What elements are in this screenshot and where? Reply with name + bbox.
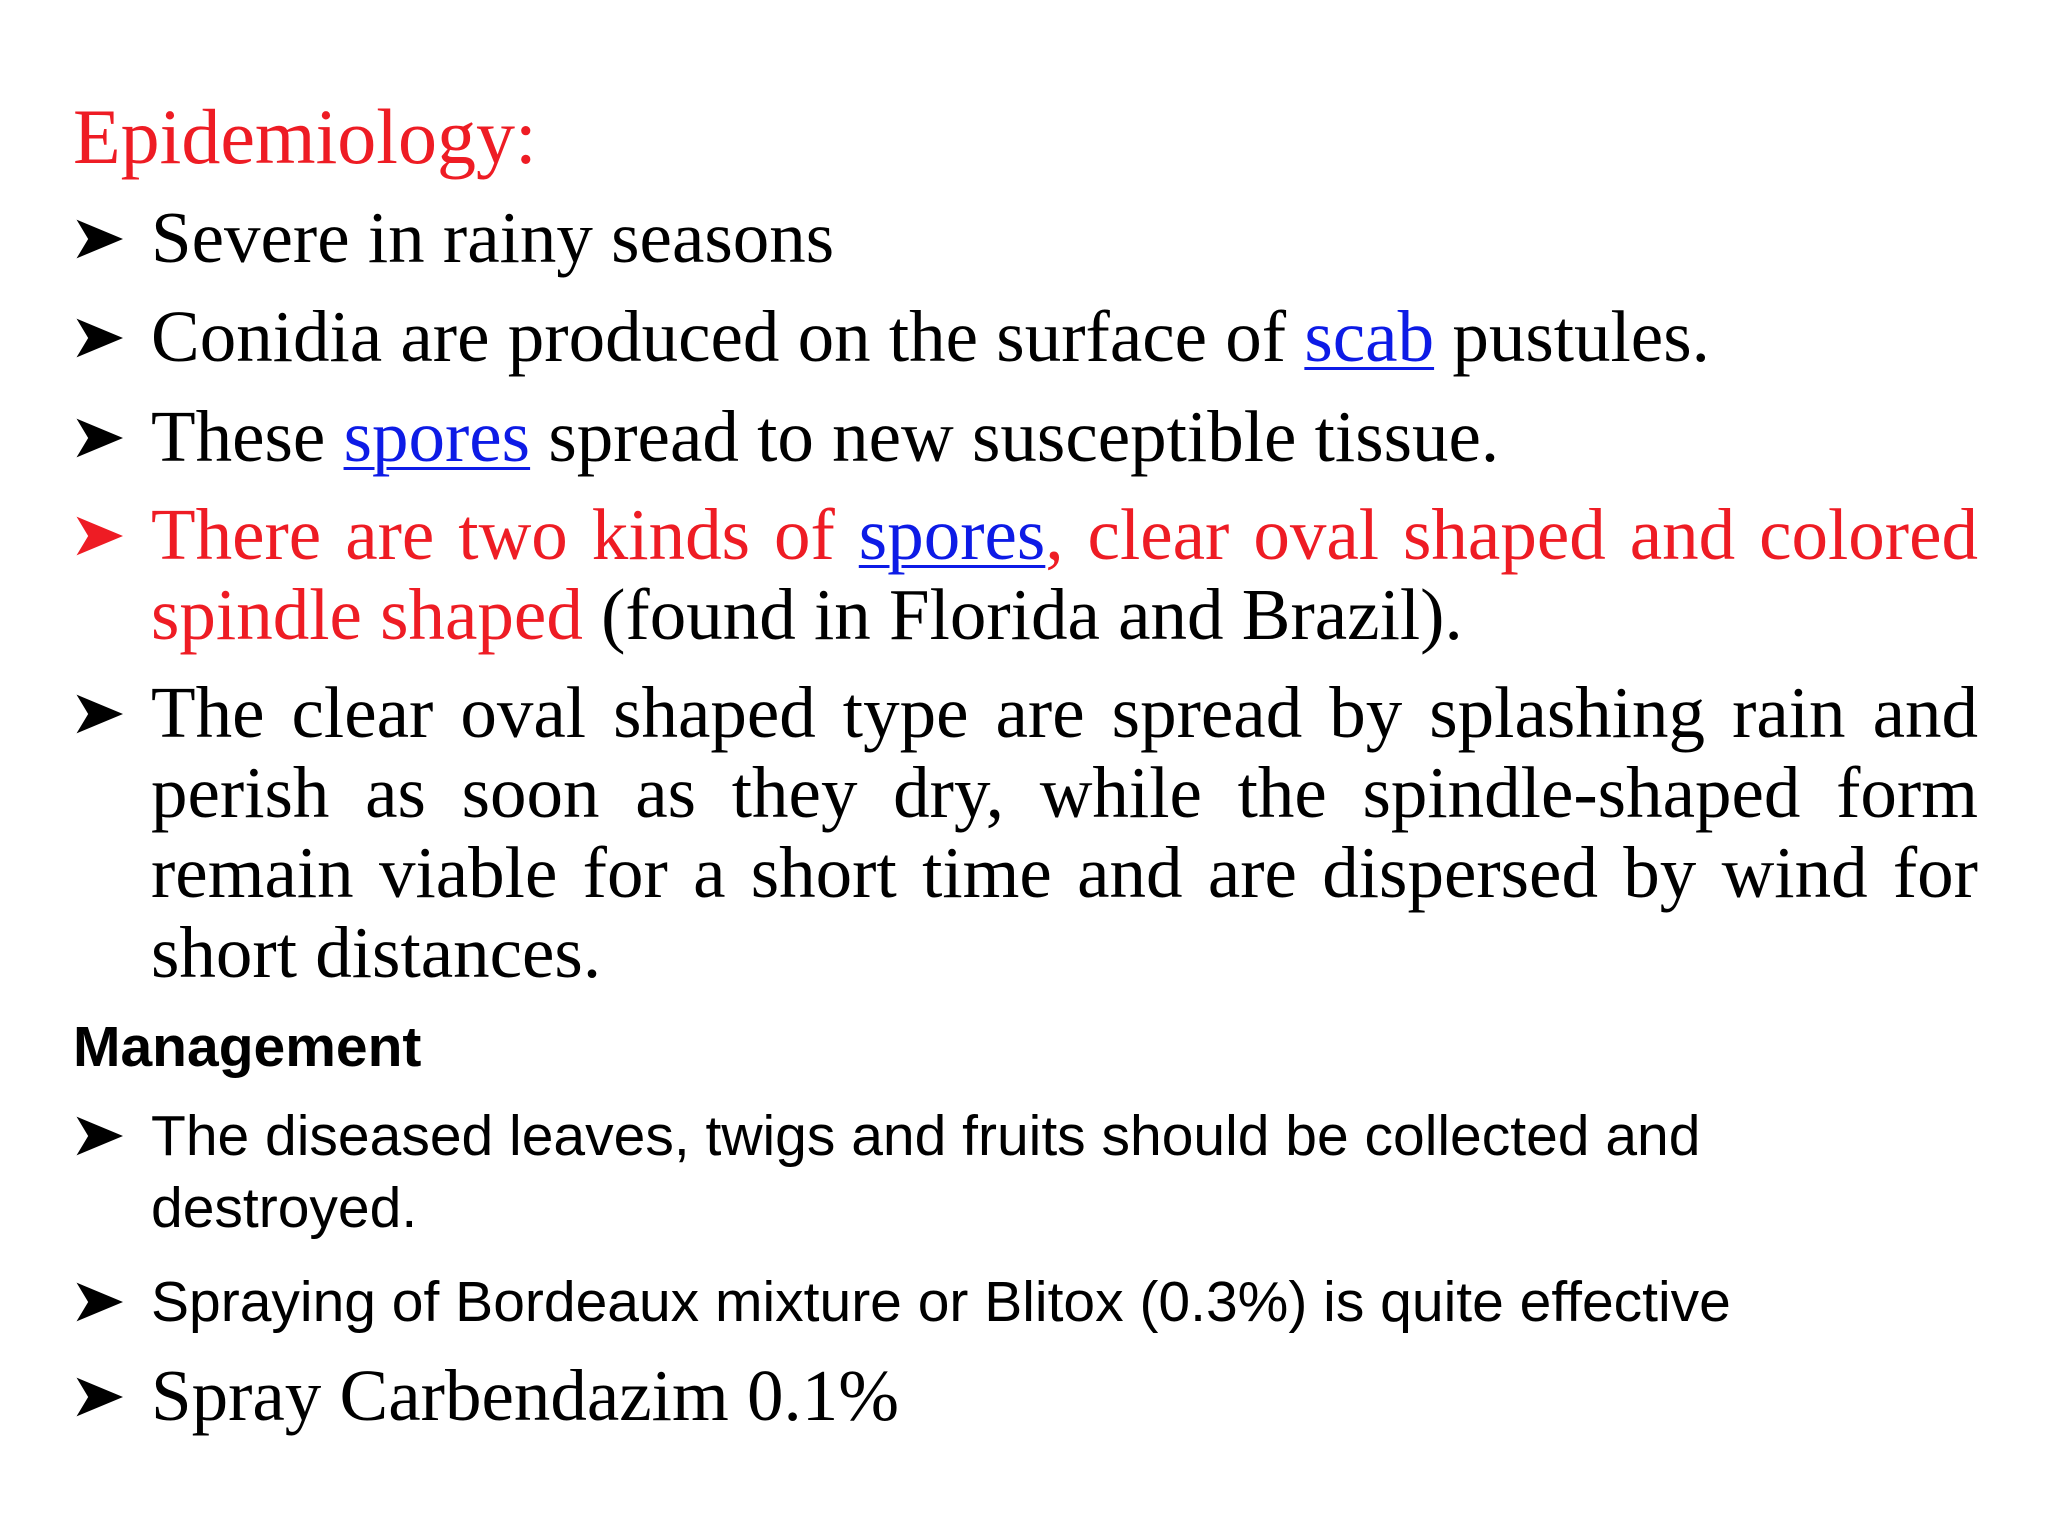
epidemiology-bullet-2 [73, 297, 1978, 377]
epidemiology-bullet-4-text [151, 495, 1978, 655]
spores-link[interactable]: spores [343, 396, 531, 477]
bullet-text-part: (found in Florida and Brazil). [582, 574, 1463, 655]
arrowhead-bullet-icon [73, 692, 125, 736]
management-bullet-3 [73, 1356, 1978, 1436]
management-bullet-1 [73, 1100, 1978, 1244]
epidemiology-bullet-5 [73, 673, 1978, 993]
management-bullet-1-text: The diseased leaves, twigs and fruits should be collected and destroyed. [151, 1104, 1701, 1240]
arrowhead-bullet-icon [73, 1114, 125, 1158]
epidemiology-heading: Epidemiology: [73, 93, 537, 180]
scab-link[interactable]: scab [1304, 296, 1435, 377]
arrowhead-bullet-icon [73, 416, 125, 460]
management-bullet-2 [73, 1266, 1978, 1338]
management-bullet-3-text: Spray Carbendazim 0.1% [151, 1355, 900, 1436]
bullet-text-part: pustules. [1434, 296, 1710, 377]
management-bullet-2-text: Spraying of Bordeaux mixture or Blitox (0.3%) is quite effective [151, 1270, 1731, 1334]
bullet-text-part: Conidia are produced on the surface of [151, 296, 1305, 377]
management-heading: Management [73, 1015, 422, 1079]
bullet-text-part: These [151, 396, 344, 477]
arrowhead-bullet-icon [73, 316, 125, 360]
bullet-text-part: spread to new susceptible tissue. [530, 396, 1500, 477]
arrowhead-bullet-icon [73, 1280, 125, 1324]
epidemiology-bullet-3-text [151, 397, 1978, 477]
epidemiology-bullet-1 [73, 198, 1978, 278]
epidemiology-bullet-3 [73, 397, 1978, 477]
arrowhead-bullet-icon [73, 217, 125, 261]
epidemiology-bullet-2-text [151, 297, 1978, 377]
epidemiology-bullet-5-text: The clear oval shaped type are spread by splashing rain and perish as soon as they dry, while the spindle-shaped form remain viable for a short time and are dispersed by wind for short distances. [151, 672, 1978, 993]
spores-link-2[interactable]: spores [858, 494, 1046, 575]
epidemiology-bullet-4 [73, 495, 1978, 655]
bullet-text-part: There are two kinds of [151, 494, 859, 575]
bullet-text-part: , clear oval shaped and colored spindle shaped [151, 494, 1978, 655]
epidemiology-bullet-1-text: Severe in rainy seasons [151, 197, 835, 278]
arrowhead-bullet-icon [73, 514, 125, 558]
arrowhead-bullet-icon [73, 1375, 125, 1419]
